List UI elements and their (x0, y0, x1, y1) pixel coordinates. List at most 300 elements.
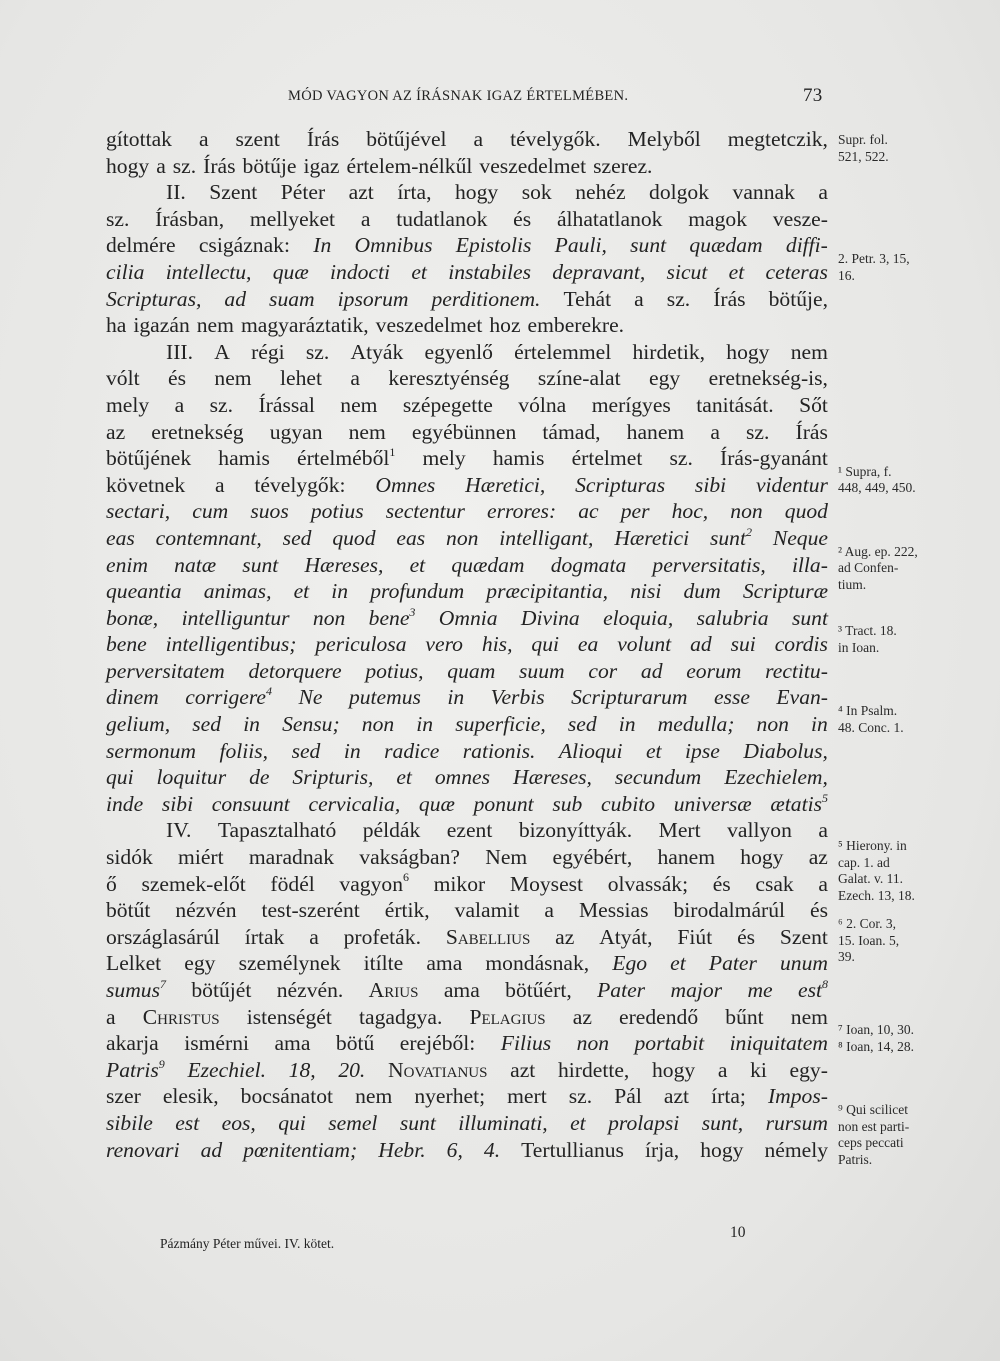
word-text: Tertullianus (521, 1137, 624, 1162)
word-text: mikor (433, 871, 486, 896)
word (458, 1110, 547, 1137)
word-text: sz. (305, 339, 330, 364)
text-line (106, 578, 828, 605)
word (710, 525, 752, 552)
word-text: ugyan (269, 419, 323, 444)
word-text: potius (310, 499, 364, 524)
word (575, 179, 625, 206)
word (106, 711, 170, 738)
word-text: Atyát, (599, 924, 653, 949)
text-line (106, 153, 828, 180)
word-text: a (717, 1057, 728, 1082)
word (106, 525, 135, 552)
word-text: sibi (161, 791, 194, 816)
word-text: Epistolis (455, 233, 532, 258)
word (254, 472, 345, 499)
word-text: ad (224, 286, 247, 311)
word (510, 126, 601, 153)
word-text: Patris (106, 1057, 159, 1082)
word-text: enim (106, 552, 148, 577)
word (551, 552, 627, 579)
word-text: hogy (700, 1137, 744, 1162)
text-line (106, 392, 828, 419)
word (269, 286, 315, 313)
word-text: bűnt (725, 1004, 764, 1029)
word-text: sicut (666, 259, 708, 284)
word (786, 232, 828, 259)
word-text: Írás (203, 153, 236, 178)
word-text: quæ (272, 259, 309, 284)
word (713, 286, 745, 313)
text-line (106, 605, 828, 632)
word-text: mert (507, 1084, 547, 1109)
word-text: veszedelmet (375, 313, 483, 338)
word-text: Hæretici (614, 525, 690, 550)
text-line (106, 179, 828, 206)
word-text: perditionem. (431, 286, 541, 311)
text-line (106, 871, 828, 898)
word-text: sermonum (106, 738, 196, 763)
word-text: ad (640, 658, 663, 683)
word-text: profundum (370, 579, 465, 604)
margin-note (838, 916, 899, 966)
word (106, 844, 153, 871)
word-text: bonæ, (106, 605, 159, 630)
word-text: non (312, 605, 346, 630)
word-text: Melyből (627, 127, 701, 151)
word-text: II. (166, 180, 186, 205)
word-text: magok (688, 206, 748, 231)
word (106, 684, 159, 711)
word-text: erejéből: (399, 1031, 476, 1056)
margin-note-line: 48. Conc. 1. (838, 719, 904, 735)
word (688, 206, 747, 233)
word-text: hogy (726, 339, 770, 364)
running-title: MÓD VAGYON AZ ÍRÁSNAK IGAZ ÉRTELMÉBEN. (288, 88, 629, 104)
word (396, 525, 425, 552)
text-line (106, 897, 828, 924)
word-text: megtetczik, (727, 127, 828, 151)
word-text: a (818, 871, 828, 896)
text-line (106, 631, 828, 658)
word (740, 844, 783, 871)
word (555, 924, 574, 951)
margin-note-line: ⁹ Qui scilicet (838, 1102, 908, 1118)
word-text: per (620, 499, 650, 524)
word-text: a (156, 153, 166, 178)
word-text: keresztyénség (388, 366, 510, 391)
footnote-ref: 6 (403, 870, 409, 885)
word (403, 392, 493, 419)
word-text: corrigere (185, 685, 267, 710)
word-text: nézvén (175, 898, 237, 923)
word (570, 1110, 586, 1137)
word-text: potius, (365, 658, 424, 683)
word (192, 711, 221, 738)
word-text: Arius (368, 978, 419, 1002)
word (674, 791, 752, 818)
word-text: sed (567, 712, 597, 737)
word-text: in (331, 579, 349, 604)
word (369, 977, 419, 1004)
word-text: gelium, (106, 712, 171, 737)
word-text: Filius (500, 1031, 552, 1056)
word (350, 365, 360, 392)
word (349, 684, 421, 711)
word-text: non (576, 1031, 610, 1056)
word-text: igazán (133, 313, 190, 338)
margin-note-line: non est parti- (838, 1118, 910, 1134)
word (798, 977, 828, 1004)
word-text: de (249, 765, 270, 790)
word (347, 153, 473, 180)
word (667, 259, 708, 286)
word-text: errores: (486, 499, 557, 524)
word-text: III. (166, 339, 193, 364)
word-text: tévelygők: (254, 472, 346, 497)
word (400, 1030, 476, 1057)
word (425, 631, 463, 658)
word-text: írta, (397, 180, 432, 205)
word-text: dogmata (550, 552, 627, 577)
word (315, 631, 406, 658)
margin-note-line: 448, 449, 450. (838, 480, 916, 496)
word (168, 365, 186, 392)
word-text: hogy (455, 180, 499, 205)
word-text: ki (750, 1057, 767, 1082)
word (349, 179, 374, 206)
word-text: In (313, 233, 332, 258)
word-text: a (214, 472, 225, 497)
word-text: merígyes (591, 392, 671, 417)
word (396, 764, 412, 791)
word-text: nem (790, 1004, 828, 1029)
word (355, 1083, 392, 1110)
word (277, 977, 344, 1004)
word-text: intelligant, (499, 525, 594, 550)
word (378, 1137, 425, 1164)
word (292, 738, 321, 765)
word (311, 498, 364, 525)
word (439, 605, 498, 632)
word-text: mondásnak, (485, 951, 590, 976)
margin-note-line: 16. (838, 267, 855, 283)
word (133, 312, 189, 339)
word (513, 764, 592, 791)
word (768, 1083, 828, 1110)
word (166, 817, 191, 844)
word (178, 844, 224, 871)
word-text: suam (269, 286, 315, 311)
word (281, 179, 325, 206)
margin-note-line: Supr. fol. (838, 132, 888, 147)
word-text: csigáznak: (198, 233, 290, 258)
text-line (106, 498, 828, 525)
signature-mark: 10 (730, 1224, 746, 1241)
word (365, 658, 423, 685)
word-text: loquitur (156, 765, 227, 790)
word (106, 1030, 159, 1057)
word-text: illa- (791, 552, 828, 577)
word-text: IV. (166, 818, 192, 843)
word-text: delmére (106, 233, 176, 258)
word-text: írja, (645, 1137, 680, 1162)
word (363, 817, 421, 844)
word-text: Szent (779, 924, 828, 949)
margin-note-line: ⁷ Ioan, 10, 30. (838, 1022, 914, 1038)
word (106, 126, 172, 153)
word (469, 1004, 545, 1031)
word-text: iniquitatem (729, 1031, 828, 1056)
word (697, 605, 769, 632)
word (531, 631, 559, 658)
footnote-ref: 1 (389, 444, 396, 459)
word (340, 392, 377, 419)
word (218, 445, 270, 472)
word (552, 259, 645, 286)
word (243, 153, 297, 180)
word-text: quæ (418, 791, 455, 816)
word (614, 525, 689, 552)
word (474, 791, 534, 818)
word-text: sz. (568, 1084, 593, 1109)
word (156, 153, 166, 180)
margin-note-line: tium. (838, 576, 867, 592)
word (414, 1083, 485, 1110)
word (710, 419, 720, 446)
word (166, 339, 193, 366)
word (686, 658, 741, 685)
word (162, 791, 193, 818)
word-text: et (293, 579, 310, 604)
word (479, 153, 586, 180)
word (727, 817, 792, 844)
word (685, 738, 720, 765)
word-text: nyerhet; (414, 1084, 486, 1109)
word-text: est (798, 978, 822, 1002)
word (106, 1083, 141, 1110)
word-text: bötűt (106, 898, 151, 923)
word (155, 206, 224, 233)
word (635, 1030, 705, 1057)
margin-note-line: ² Aug. ep. 222, (838, 543, 918, 559)
word (689, 232, 762, 259)
word (307, 126, 339, 153)
word-text: tudatlanok (396, 206, 488, 231)
footer-publication: Pázmány Péter művei. IV. kötet. (160, 1236, 335, 1251)
word (619, 711, 636, 738)
word-text: mely (422, 446, 466, 471)
word (599, 924, 652, 951)
word-text: hirdetik, (632, 339, 706, 364)
word-text: a (198, 127, 209, 151)
text-line (106, 525, 828, 552)
word (769, 286, 828, 313)
word-text: valamit (454, 898, 520, 923)
word (204, 578, 272, 605)
word (750, 1057, 767, 1084)
word-text: némely (764, 1137, 828, 1162)
word (456, 232, 532, 259)
word-text: a (818, 818, 828, 843)
word (463, 738, 536, 765)
word-text: Tapasztalható (217, 818, 337, 843)
word (568, 711, 597, 738)
word (309, 924, 319, 951)
word (664, 1083, 689, 1110)
word (528, 312, 625, 339)
word (641, 658, 663, 685)
word (426, 950, 462, 977)
word (349, 419, 386, 446)
word-text: követnek (106, 472, 186, 497)
word-text: hamis (492, 446, 545, 471)
word-text: sunt (791, 605, 828, 630)
word-text: és (513, 206, 532, 231)
word (614, 1083, 642, 1110)
word-text: intelligentibus; (165, 632, 297, 657)
word (486, 578, 608, 605)
word-text: Evan- (776, 685, 828, 710)
word (361, 206, 371, 233)
text-line (106, 950, 828, 977)
word-text: Pelagius (469, 1004, 546, 1029)
word-text: Sripturis, (292, 765, 374, 790)
word-text: maradnak (248, 845, 335, 870)
word (672, 498, 709, 525)
word (505, 977, 572, 1004)
word (770, 791, 828, 818)
word (151, 419, 243, 446)
word (615, 764, 701, 791)
word (544, 897, 554, 924)
word (695, 472, 726, 499)
word (773, 206, 828, 233)
word (485, 844, 527, 871)
word-text: Fiút (677, 924, 713, 949)
word-text: vallyon (727, 818, 792, 843)
word (250, 498, 288, 525)
word-text: perversitatem (106, 658, 225, 683)
text-line (106, 1057, 828, 1084)
text-line (106, 472, 828, 499)
word-text: et (409, 552, 426, 577)
word (222, 1110, 256, 1137)
word-text: renovari (106, 1137, 180, 1162)
word-text: Neque (772, 525, 828, 550)
word (725, 1004, 763, 1031)
word (209, 179, 257, 206)
word (766, 1110, 828, 1137)
word (289, 1057, 316, 1084)
word-text: qui (278, 1110, 306, 1135)
word (818, 817, 828, 844)
word (106, 791, 143, 818)
word (447, 1137, 463, 1164)
word (385, 897, 430, 924)
word-text: et (570, 1110, 586, 1135)
word (447, 817, 493, 844)
word-text: nem (340, 392, 378, 417)
margin-note-line: ad Confen- (838, 560, 899, 576)
word-text: ezent (446, 818, 493, 843)
word (330, 259, 390, 286)
word (313, 605, 345, 632)
word (344, 738, 361, 765)
word-text: ama (426, 951, 463, 976)
word-text: suum (519, 658, 565, 683)
word-text: nem (214, 366, 252, 391)
word-text: hamis (218, 446, 270, 471)
word-text: vakságban? (359, 845, 460, 870)
word-text: Scripturæ (742, 579, 828, 604)
word-text: et (728, 259, 745, 284)
word (106, 472, 185, 499)
word (375, 472, 435, 499)
word-text: hanem (626, 419, 685, 444)
word (447, 684, 464, 711)
word (669, 445, 692, 472)
word-text: et (396, 765, 412, 790)
word-text: Sőt (799, 392, 828, 417)
word-text: a (360, 206, 371, 231)
margin-note-line: ⁴ In Psalm. (838, 703, 898, 719)
word-text: itílte (363, 951, 404, 976)
text-line (106, 1137, 828, 1164)
word-text: Írással (258, 392, 315, 417)
word (447, 658, 495, 685)
word (718, 1057, 728, 1084)
margin-note-line: ⁸ Ioan, 14, 28. (838, 1038, 914, 1054)
word (175, 897, 236, 924)
word-text: Messias (578, 898, 649, 923)
word (491, 684, 545, 711)
word (809, 844, 828, 871)
margin-note (838, 623, 897, 656)
word-text: ismérni (184, 1031, 249, 1056)
word-text: hogy (740, 845, 784, 870)
word-text: és (809, 898, 828, 923)
word (728, 126, 828, 153)
word (106, 552, 148, 579)
word-text: cervicalia, (308, 791, 401, 816)
word (435, 764, 490, 791)
text-line (106, 977, 828, 1004)
word (106, 445, 191, 472)
word-text: ő (106, 871, 117, 896)
word (670, 977, 722, 1004)
word (572, 445, 643, 472)
word-text: az (106, 419, 126, 444)
word (106, 871, 117, 898)
word-text: Hebr. (378, 1137, 426, 1162)
word (410, 552, 426, 579)
word-text: depravant, (552, 259, 646, 284)
running-header (0, 85, 1000, 112)
word (667, 286, 690, 313)
word-text: a (544, 898, 554, 923)
word (484, 1137, 500, 1164)
word-text: írtak (244, 924, 285, 949)
word (184, 950, 215, 977)
word-text: Omnes (375, 472, 436, 497)
word-text: semel (328, 1110, 378, 1135)
word (106, 977, 166, 1004)
word-text: sed (291, 738, 321, 763)
word-text: est (175, 1110, 200, 1135)
word (448, 259, 531, 286)
text-line (106, 552, 828, 579)
